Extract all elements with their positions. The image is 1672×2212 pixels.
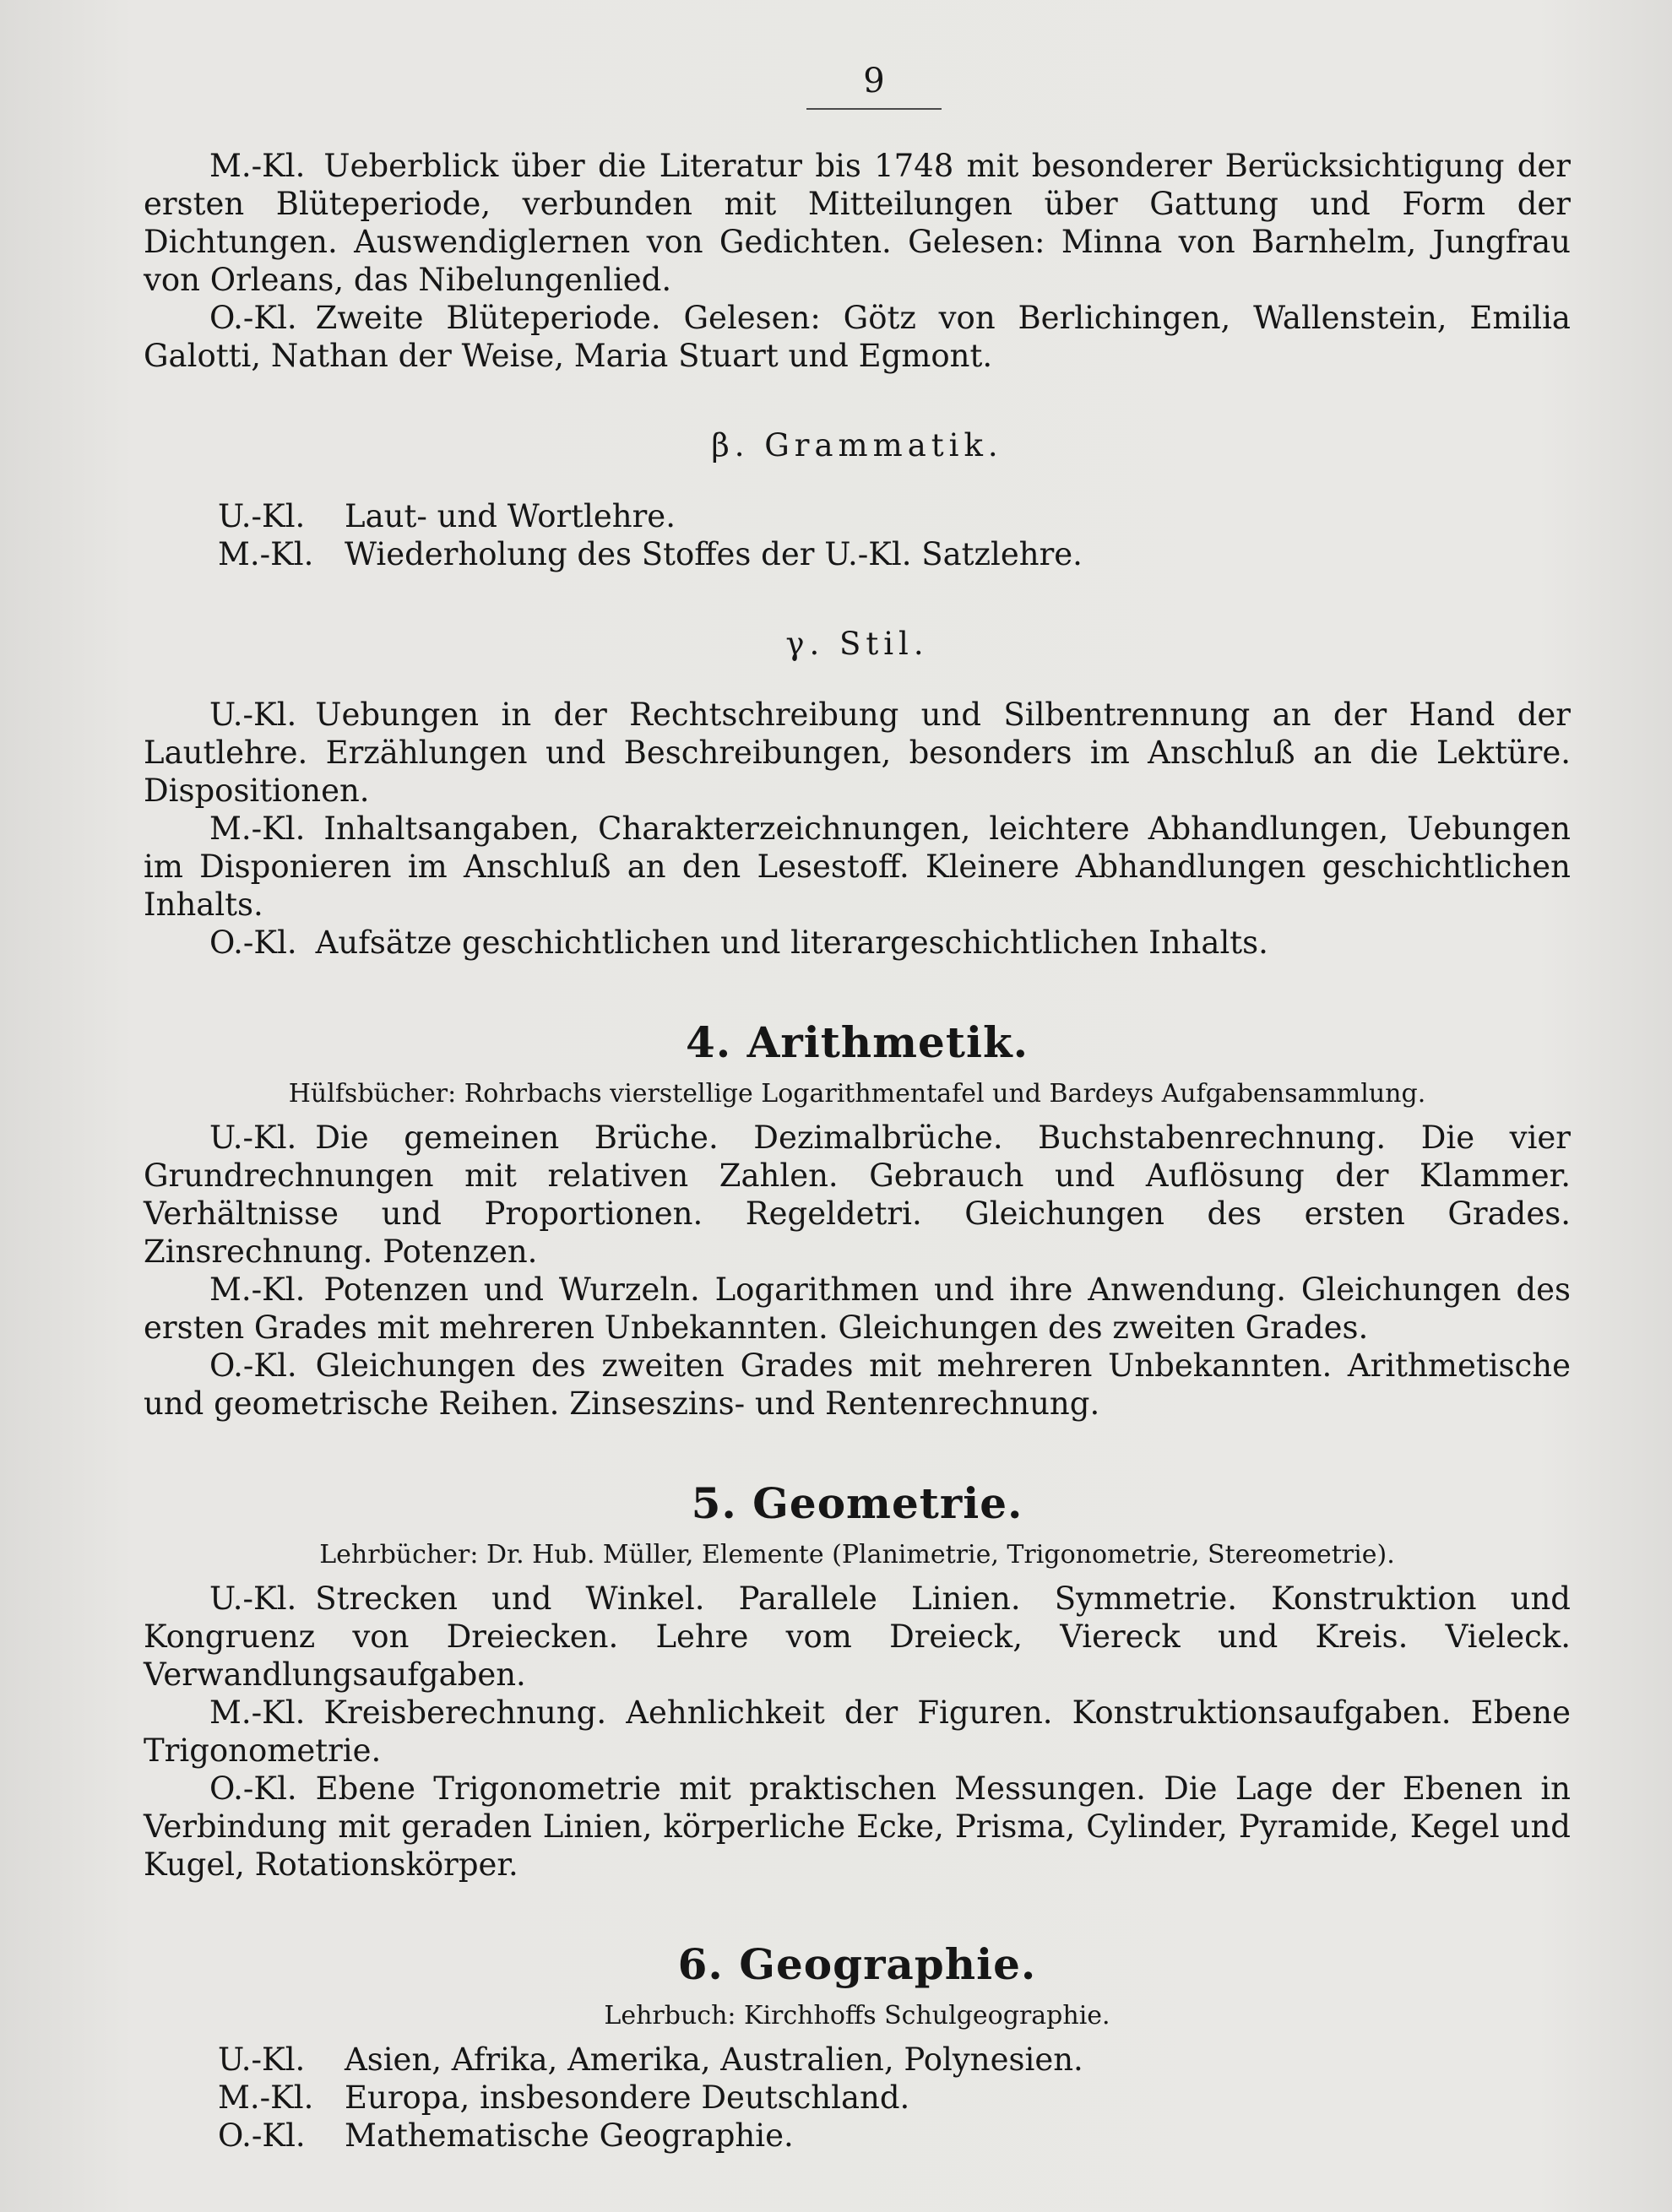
- paragraph-text: Zweite Blüteperiode. Gelesen: Götz von Berlichingen, Wallenstein, Emilia Galotti, Nathan der Weise, Maria Stuart und Egmont.: [144, 300, 1571, 374]
- class-label: M.-Kl.: [218, 536, 314, 572]
- item-text: Asien, Afrika, Amerika, Australien, Polynesien.: [345, 2041, 1083, 2078]
- paragraph-text: Die gemeinen Brüche. Dezimalbrüche. Buchstabenrechnung. Die vier Grundrechnungen mit relativen Zahlen. Gebrauch und Auflösung der Klammer. Verhältnisse und Proportionen. Regeldetri. Gleichungen des ersten Grades. Zinsrechnung. Potenzen.: [144, 1120, 1571, 1270]
- list-item: [144, 497, 1571, 535]
- paragraph-text: Aufsätze geschichtlichen und literargeschichtlichen Inhalts.: [315, 924, 1268, 961]
- paragraph-text: Ebene Trigonometrie mit praktischen Messungen. Die Lage der Ebenen in Verbindung mit geraden Linien, körperliche Ecke, Prisma, Cylinder, Pyramide, Kegel und Kugel, Rotationskörper.: [144, 1770, 1571, 1883]
- class-label: O.-Kl.: [209, 300, 297, 336]
- geometrie-ok-paragraph: [144, 1770, 1571, 1884]
- class-label: U.-Kl.: [209, 1120, 297, 1156]
- geographie-list: [144, 2041, 1571, 2155]
- class-label: M.-Kl.: [209, 148, 306, 184]
- item-text: Wiederholung des Stoffes der U.-Kl. Satzlehre.: [345, 536, 1083, 572]
- grammatik-heading: β. Grammatik.: [711, 427, 1003, 464]
- paragraph-text: Kreisberechnung. Aehnlichkeit der Figuren. Konstruktionsaufgaben. Ebene Trigonometrie.: [144, 1694, 1571, 1769]
- class-label: U.-Kl.: [218, 2041, 306, 2078]
- geographie-books: Lehrbuch: Kirchhoffs Schulgeographie.: [604, 2001, 1110, 2030]
- arithmetik-ok-paragraph: [144, 1347, 1571, 1423]
- class-label: M.-Kl.: [209, 1271, 306, 1308]
- arithmetik-mk-paragraph: [144, 1271, 1571, 1347]
- class-label: O.-Kl.: [209, 924, 297, 961]
- class-label: M.-Kl.: [209, 811, 306, 847]
- geometrie-uk-paragraph: [144, 1580, 1571, 1694]
- page-number-rule: [806, 108, 942, 110]
- item-text: Europa, insbesondere Deutschland.: [345, 2079, 910, 2116]
- geometrie-mk-paragraph: [144, 1694, 1571, 1770]
- class-label: O.-Kl.: [218, 2117, 306, 2154]
- class-label: U.-Kl.: [218, 498, 306, 534]
- paragraph-text: Gleichungen des zweiten Grades mit mehreren Unbekannten. Arithmetische und geometrische Reihen. Zinseszins- und Rentenrechnung.: [144, 1347, 1571, 1422]
- paragraph-text: Ueberblick über die Literatur bis 1748 mit besonderer Berücksichtigung der ersten Blüteperiode, verbunden mit Mitteilungen über Gattung und Form der Dichtungen. Auswendiglernen von Gedichten. Gelesen: Minna von Barnhelm, Jungfrau von Orleans, das Nibelungenlied.: [144, 148, 1571, 298]
- stil-uk-paragraph: [144, 696, 1571, 810]
- list-item: [144, 2041, 1571, 2079]
- page-number: 9: [863, 62, 885, 100]
- class-label: U.-Kl.: [209, 697, 297, 733]
- literatur-ok-paragraph: [144, 299, 1571, 375]
- literatur-mk-paragraph: [144, 147, 1571, 299]
- paragraph-text: Potenzen und Wurzeln. Logarithmen und ihre Anwendung. Gleichungen des ersten Grades mit mehreren Unbekannten. Gleichungen des zweiten Grades.: [144, 1271, 1571, 1346]
- paragraph-text: Inhaltsangaben, Charakterzeichnungen, leichtere Abhandlungen, Uebungen im Disponieren im Anschluß an den Lesestoff. Kleinere Abhandlungen geschichtlichen Inhalts.: [144, 811, 1571, 923]
- class-label: O.-Kl.: [209, 1347, 297, 1384]
- geometrie-title: 5. Geometrie.: [691, 1478, 1023, 1528]
- class-label: M.-Kl.: [209, 1694, 306, 1731]
- arithmetik-title: 4. Arithmetik.: [685, 1017, 1029, 1067]
- list-item: [144, 535, 1571, 573]
- stil-ok-paragraph: [144, 924, 1571, 962]
- stil-heading: γ. Stil.: [785, 626, 929, 662]
- list-item: [144, 2117, 1571, 2155]
- geometrie-books: Lehrbücher: Dr. Hub. Müller, Elemente (Planimetrie, Trigonometrie, Stereometrie).: [319, 1540, 1395, 1570]
- arithmetik-uk-paragraph: [144, 1119, 1571, 1271]
- paragraph-text: Uebungen in der Rechtschreibung und Silbentrennung an der Hand der Lautlehre. Erzählungen und Beschreibungen, besonders im Anschluß an die Lektüre. Dispositionen.: [144, 697, 1571, 809]
- class-label: O.-Kl.: [209, 1770, 297, 1807]
- grammatik-list: [144, 497, 1571, 573]
- class-label: M.-Kl.: [218, 2079, 314, 2116]
- item-text: Laut- und Wortlehre.: [345, 498, 676, 534]
- paragraph-text: Strecken und Winkel. Parallele Linien. Symmetrie. Konstruktion und Kongruenz von Dreiecken. Lehre vom Dreieck, Viereck und Kreis. Vieleck. Verwandlungsaufgaben.: [144, 1580, 1571, 1693]
- geographie-title: 6. Geographie.: [677, 1939, 1037, 1989]
- class-label: U.-Kl.: [209, 1580, 297, 1617]
- stil-mk-paragraph: [144, 810, 1571, 924]
- item-text: Mathematische Geographie.: [345, 2117, 794, 2154]
- arithmetik-books: Hülfsbücher: Rohrbachs vierstellige Logarithmentafel und Bardeys Aufgabensammlung.: [288, 1079, 1426, 1109]
- list-item: [144, 2079, 1571, 2117]
